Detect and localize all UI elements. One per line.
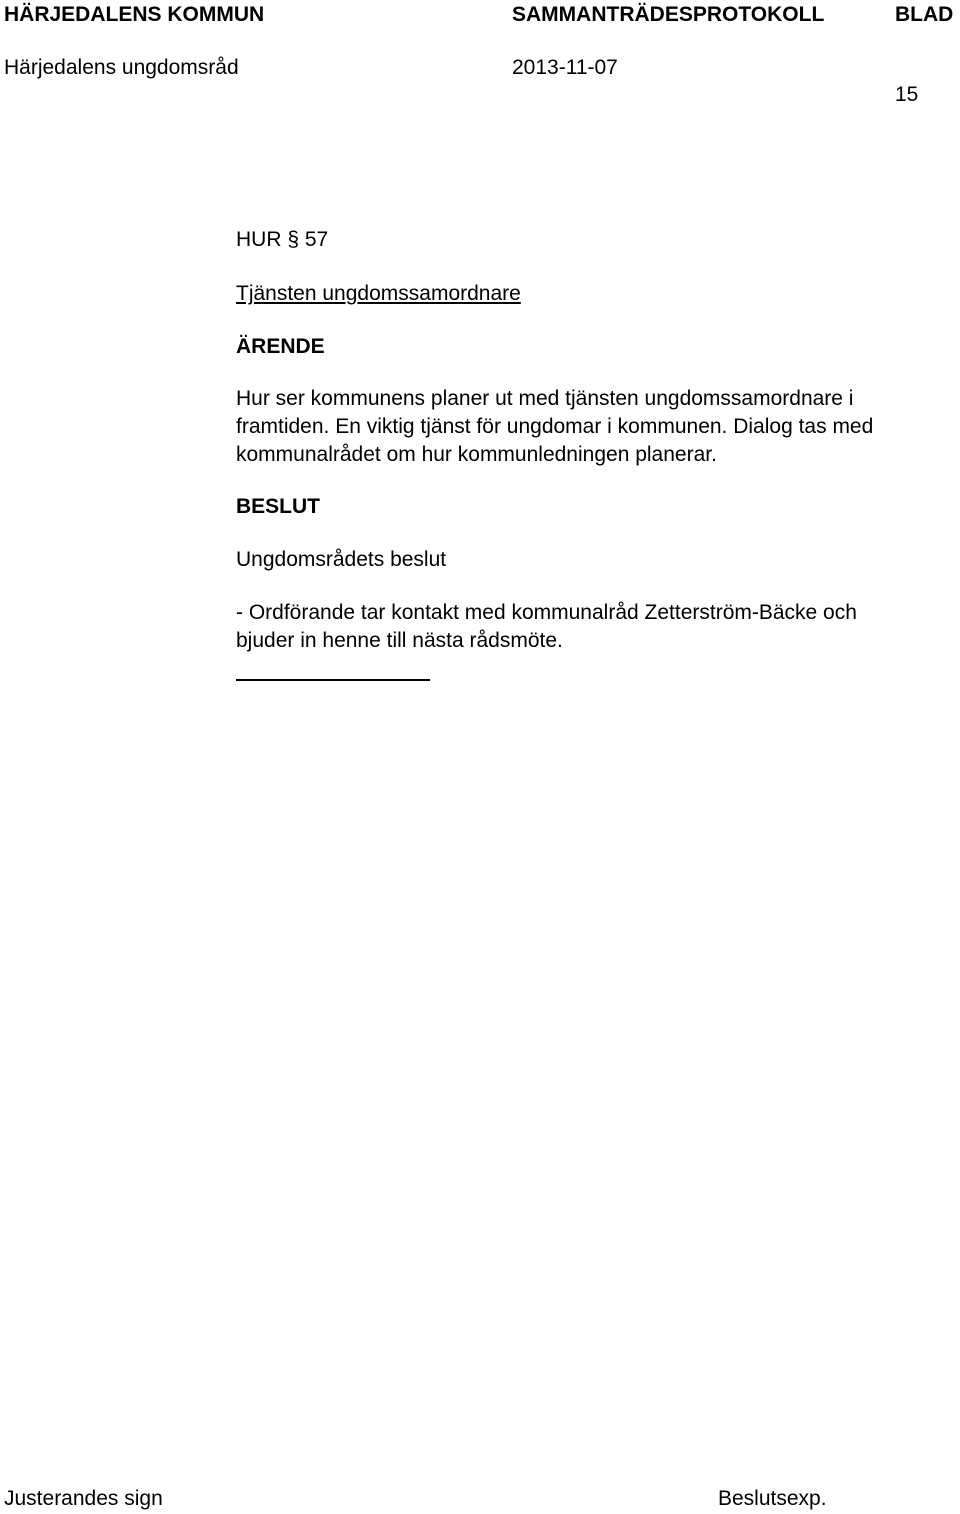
beslut-text [236,599,956,655]
beslut-line-1: - Ordförande tar kontakt med kommunalråd Zetterström-Bäcke och [236,601,857,624]
arende-line-1: Hur ser kommunens planer ut med tjänsten ungdomssamordnare i [236,387,854,410]
footer-exp-label: Beslutsexp. [718,1487,827,1510]
meeting-date: 2013-11-07 [512,56,618,79]
arende-line-2: framtiden. En viktig tjänst för ungdomar i kommunen. Dialog tas med [236,415,874,438]
section-divider [236,679,430,681]
arende-heading: ÄRENDE [236,335,325,358]
body-name: Härjedalens ungdomsråd [4,56,239,79]
footer-sign-label: Justerandes sign [4,1487,163,1510]
item-number: HUR § 57 [236,228,329,251]
item-title: Tjänsten ungdomssamordnare [236,282,521,305]
page-number: 15 [895,83,919,106]
sheet-label: BLAD [895,3,954,26]
beslut-line-2: bjuder in henne till nästa rådsmöte. [236,629,563,652]
document-type: SAMMANTRÄDESPROTOKOLL [512,3,825,26]
beslut-heading: BESLUT [236,495,320,518]
arende-line-3: kommunalrådet om hur kommunledningen planerar. [236,443,717,466]
beslut-subheading: Ungdomsrådets beslut [236,548,447,571]
arende-text [236,385,956,469]
municipality-name: HÄRJEDALENS KOMMUN [4,3,265,26]
